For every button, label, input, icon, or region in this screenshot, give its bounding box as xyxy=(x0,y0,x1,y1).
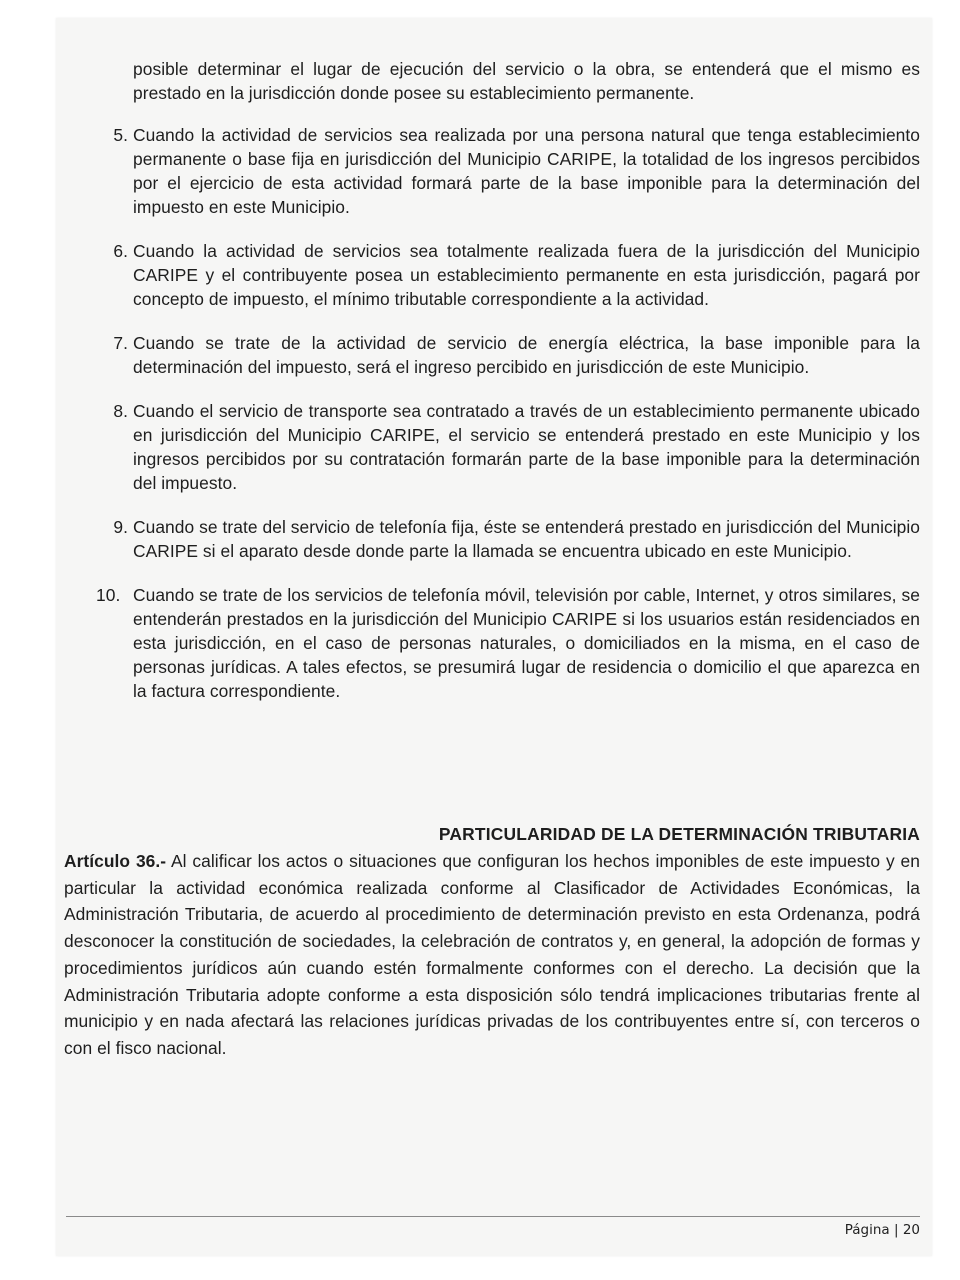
list-item-number: 6. xyxy=(113,241,128,261)
list-item xyxy=(92,583,920,703)
list-item-text: Cuando la actividad de servicios sea totalmente realizada fuera de la jurisdicción del Municipio CARIPE y el contribuyente posea un establecimiento permanente en esta jurisdicción, pagará por concepto de impuesto, el mínimo tributable correspondiente a la actividad. xyxy=(133,241,920,309)
section-heading: PARTICULARIDAD DE LA DETERMINACIÓN TRIBUTARIA xyxy=(438,824,920,844)
list-item-text: Cuando se trate de la actividad de servicio de energía eléctrica, la base imponible para la determinación del impuesto, será el ingreso percibido en jurisdicción de este Municipio. xyxy=(133,333,920,377)
list-item xyxy=(92,515,920,563)
list-item-number: 7. xyxy=(113,333,128,353)
numbered-list xyxy=(92,123,920,723)
article-text: Al calificar los actos o situaciones que configuran los hechos imponibles de este impuesto y en particular la actividad económica realizada conforme al Clasificador de Actividades Económicas, la Administración Tributaria, de acuerdo al procedimiento de determinación previsto en esta Ordenanza, podrá desconocer la constitución de sociedades, la celebración de contratos y, en general, la adopción de formas y procedimientos jurídicos aún cuando estén formalmente conformes con el derecho. La decisión que la Administración Tributaria adopte conforme a esta disposición sólo tendrá implicaciones tributarias frente al municipio y en nada afectará las relaciones jurídicas privadas de los contribuyentes entre sí, con terceros o con el fisco nacional. xyxy=(64,851,920,1058)
list-item xyxy=(92,239,920,311)
list-item-number: 9. xyxy=(113,517,128,537)
footer-divider xyxy=(66,1216,920,1217)
intro-continuation-paragraph: posible determinar el lugar de ejecución del servicio o la obra, se entenderá que el mismo es prestado en la jurisdicción donde posee su establecimiento permanente. xyxy=(133,59,920,103)
list-item xyxy=(92,331,920,379)
list-item-number: 5. xyxy=(113,125,128,145)
page-number: Página | 20 xyxy=(844,1222,920,1238)
list-item-text: Cuando el servicio de transporte sea contratado a través de un establecimiento permanente ubicado en jurisdicción del Municipio CARIPE, el servicio se entenderá prestado en este Municipio y los ingresos percibidos por su contratación formarán parte de la base imponible para la determinación del impuesto. xyxy=(133,401,920,493)
list-item-number: 8. xyxy=(113,401,128,421)
list-item-text: Cuando la actividad de servicios sea realizada por una persona natural que tenga establecimiento permanente o base fija en jurisdicción del Municipio CARIPE, la totalidad de los ingresos percibidos por el ejercicio de esta actividad formará parte de la base imponible para la determinación del impuesto en este Municipio. xyxy=(133,125,920,217)
article-paragraph xyxy=(64,848,920,1062)
list-item-text: Cuando se trate del servicio de telefonía fija, éste se entenderá prestado en jurisdicción del Municipio CARIPE si el aparato desde donde parte la llamada se encuentra ubicado en este Municipio. xyxy=(133,517,920,561)
list-item-number: 10. xyxy=(96,585,121,605)
article-label: Artículo 36.- xyxy=(64,851,167,871)
list-item xyxy=(92,123,920,219)
list-item-text: Cuando se trate de los servicios de telefonía móvil, televisión por cable, Internet, y otros similares, se entenderán prestados en la jurisdicción del Municipio CARIPE si los usuarios están residenciados en esta jurisdicción, en el caso de personas naturales, o domiciliados en la misma, en el caso de personas jurídicas. A tales efectos, se presumirá lugar de residencia o domicilio el que aparezca en la factura correspondiente. xyxy=(133,585,920,701)
list-item xyxy=(92,399,920,495)
